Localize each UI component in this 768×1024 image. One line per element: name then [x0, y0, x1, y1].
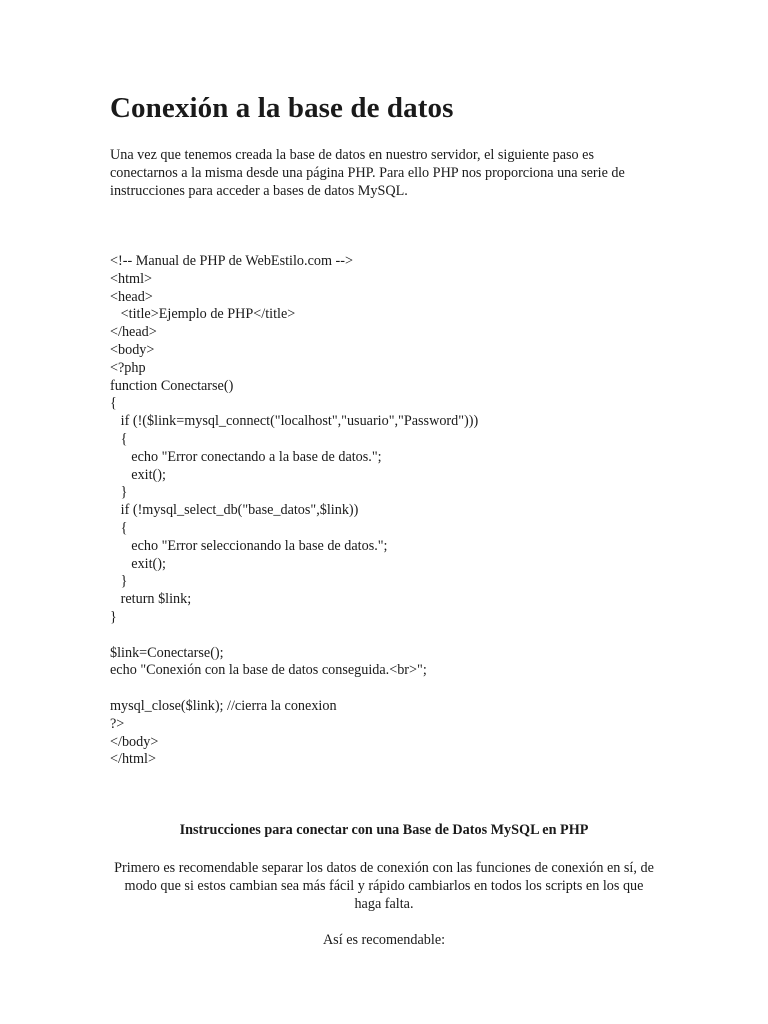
body-paragraph: Primero es recomendable separar los datos de conexión con las funciones de conexión en sí, de modo que si estos cambian sea más fácil y rápido cambiarlos en todos los scripts en los que haga falta. [114, 860, 654, 912]
intro-paragraph: Una vez que tenemos creada la base de datos en nuestro servidor, el siguiente paso es conectarnos a la misma desde una página PHP. Para ello PHP nos proporciona una serie de instrucciones para acceder a bases de datos MySQL. [110, 147, 625, 199]
body-paragraph-2: Así es recomendable: [322, 932, 446, 948]
code-listing: <!-- Manual de PHP de WebEstilo.com --> <html> <head> <title>Ejemplo de PHP</title> </head> <body> <?php function Conectarse() { if (!($link=mysql_connect("localhost","usuario","Password"))) { echo "Error conectando a la base de datos."; exit(); } if (!mysql_select_db("base_datos",$link)) { echo "Error seleccionando la base de datos."; exit(); } return $link; } $link=Conectarse(); echo "Conexión con la base de datos conseguida.<br>"; mysql_close($link); //cierra la conexion ?> </body> </html> [110, 253, 479, 768]
section-heading: Instrucciones para conectar con una Base de Datos MySQL en PHP [179, 822, 589, 838]
page-title: Conexión a la base de datos [110, 92, 454, 124]
